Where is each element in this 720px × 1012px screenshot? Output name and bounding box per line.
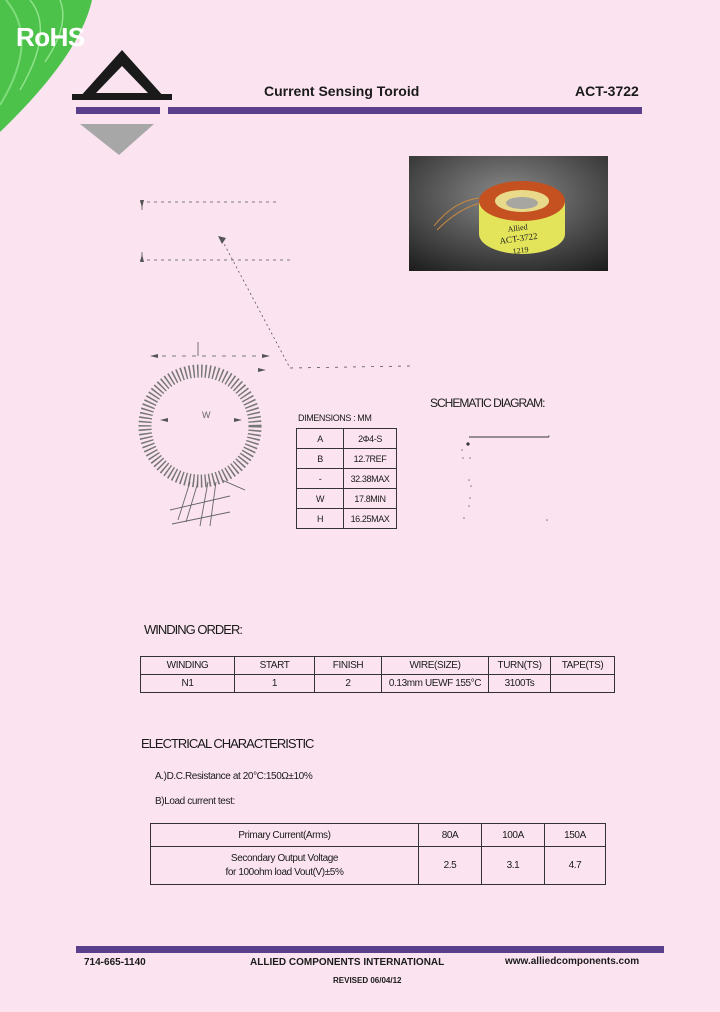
load-current-test-label: B)Load current test:	[155, 796, 235, 807]
table-cell: 0.13mm UEWF 155°C	[382, 675, 489, 693]
table-row	[151, 824, 606, 847]
document-title: Current Sensing Toroid	[264, 83, 420, 99]
header-divider-left	[76, 107, 160, 114]
dimension-key: W	[297, 489, 344, 509]
table-cell: N1	[141, 675, 235, 693]
schematic-title: SCHEMATIC DIAGRAM:	[430, 396, 545, 410]
column-header: TAPE(TS)	[551, 657, 615, 675]
rohs-badge: RoHS	[16, 22, 85, 52]
table-row	[297, 489, 397, 509]
column-header: TURN(TS)	[489, 657, 551, 675]
dimension-value: 2Ф4-S	[344, 429, 397, 449]
column-header: WIRE(SIZE)	[382, 657, 489, 675]
table-row	[297, 449, 397, 469]
table-cell: 2.5	[419, 847, 482, 885]
secondary-voltage-label-line-2: for 100ohm load Vout(V)±5%	[225, 867, 344, 878]
table-cell: 100A	[482, 824, 545, 847]
dimension-value: 32.38MAX	[344, 469, 397, 489]
column-header: FINISH	[315, 657, 382, 675]
table-cell: 80A	[419, 824, 482, 847]
part-number: ACT-3722	[575, 83, 639, 99]
table-row	[141, 675, 615, 693]
dimension-key: -	[297, 469, 344, 489]
dimension-key: H	[297, 509, 344, 529]
footer-website-link[interactable]: www.alliedcomponents.com	[505, 956, 640, 967]
footer-company-name: ALLIED COMPONENTS INTERNATIONAL	[250, 957, 445, 968]
table-row	[297, 509, 397, 529]
photo-label-line-1: Allied	[507, 222, 529, 234]
table-cell: 4.7	[545, 847, 606, 885]
winding-order-title: WINDING ORDER:	[144, 622, 242, 637]
revision-date: REVISED 06/04/12	[333, 976, 402, 985]
schematic-diagram	[455, 428, 565, 528]
dimension-key: B	[297, 449, 344, 469]
secondary-voltage-label-line-1: Secondary Output Voltage	[230, 853, 339, 864]
load-current-table	[150, 823, 606, 885]
dimension-value: 17.8MIN	[344, 489, 397, 509]
column-header: WINDING	[141, 657, 235, 675]
table-header-row	[141, 657, 615, 675]
dimensions-title: DIMENSIONS : MM	[298, 413, 372, 423]
dc-resistance-spec: A.)D.C.Resistance at 20°C:150Ω±10%	[155, 771, 313, 782]
table-cell: 2	[315, 675, 382, 693]
product-photo	[409, 156, 608, 271]
header-divider	[168, 107, 642, 114]
table-cell: 1	[235, 675, 315, 693]
primary-current-label: Primary Current(Arms)	[151, 824, 419, 847]
company-logo-icon	[72, 48, 172, 158]
table-cell: 3100Ts	[489, 675, 551, 693]
table-row	[297, 469, 397, 489]
table-row	[297, 429, 397, 449]
electrical-characteristic-title: ELECTRICAL CHARACTERISTIC	[141, 736, 314, 751]
secondary-voltage-label	[151, 847, 419, 885]
dimension-value: 12.7REF	[344, 449, 397, 469]
table-row	[151, 847, 606, 885]
photo-label-line-2: ACT-3722	[498, 230, 539, 246]
photo-label-line-3: 1219	[512, 244, 530, 256]
footer-divider	[76, 946, 664, 953]
svg-text:W: W	[202, 410, 211, 420]
table-cell: 150A	[545, 824, 606, 847]
table-cell: 3.1	[482, 847, 545, 885]
footer-phone: 714-665-1140	[84, 957, 146, 968]
dimensions-table	[296, 428, 397, 529]
column-header: START	[235, 657, 315, 675]
dimension-value: 16.25MAX	[344, 509, 397, 529]
table-cell	[551, 675, 615, 693]
dimension-key: A	[297, 429, 344, 449]
winding-order-table	[140, 656, 615, 693]
